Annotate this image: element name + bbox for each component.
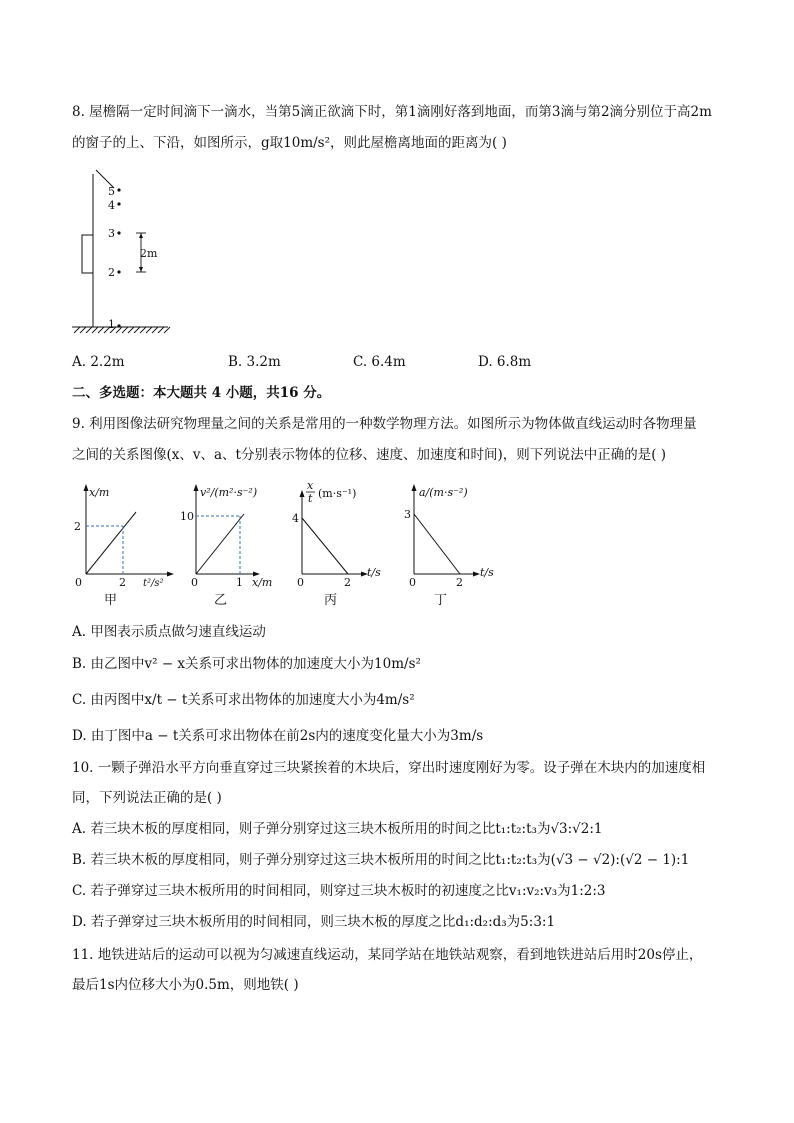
q8-stem-line1: 8. 屋檐隔一定时间滴下一滴水，当第5滴正欲滴下时，第1滴刚好落到地面，而第3滴与第2滴分别位于高2m [72,104,712,120]
y-tick: 10 [180,510,194,523]
drop-4 [117,202,120,205]
q8-options [72,352,712,372]
ylabel: a/(m·s⁻²) [419,486,468,499]
x-tick: 2 [344,576,351,589]
drop-label-5: 5 [108,185,115,198]
drop-label-4: 4 [108,199,115,212]
origin: 0 [409,576,416,589]
q10-option-a[interactable]: A. 若三块木板的厚度相同，则子弹分别穿过这三块木板所用的时间之比t₁:t₂:t₃为√3:√2:1 [72,821,603,837]
q10-option-c[interactable]: C. 若子弹穿过三块木板所用的时间相同，则穿过三块木板时的初速度之比v₁:v₂:v₃为1:2:3 [72,883,606,899]
drop-1 [117,324,120,327]
x-tick: 2 [456,576,463,589]
q9-stem-line2: 之间的关系图像(x、v、a、t分别表示物体的位移、速度、加速度和时间)，则下列说法中正确的是( ) [72,447,667,463]
caption: 丁 [434,593,448,608]
ylabel: v²/(m²·s⁻²) [200,486,258,499]
q11-stem-line2: 最后1s内位移大小为0.5m，则地铁( ) [72,977,299,993]
q8-option-b[interactable]: B. 3.2m [228,354,281,370]
drop-5 [117,188,120,191]
ylabel-top: x [307,479,314,492]
caption: 甲 [104,593,118,608]
data-line [196,514,244,574]
y-tick: 4 [292,512,299,525]
origin: 0 [191,576,198,589]
origin: 0 [297,576,304,589]
ylabel: x/m [89,486,110,499]
q8-stem-line2: 的窗子的上、下沿，如图所示，g取10m/s²，则此屋檐离地面的距离为( ) [72,135,507,151]
xlabel: t²/s² [143,578,164,589]
q9-option-b[interactable]: B. 由乙图中v² − x关系可求出物体的加速度大小为10m/s² [72,656,421,672]
drop-label-1: 1 [108,318,115,331]
caption: 乙 [214,593,228,608]
xlabel: t/s [367,566,381,579]
window-rect [82,235,93,273]
q9-option-a[interactable]: A. 甲图表示质点做匀速直线运动 [72,624,266,640]
section2-title: 二、多选题：本大题共 4 小题，共16 分。 [72,385,331,401]
x-tick: 2 [119,576,126,589]
q10-option-d[interactable]: D. 若子弹穿过三块木板所用的时间相同，则三块木板的厚度之比d₁:d₂:d₃为5:3:1 [72,914,556,930]
drop-label-2: 2 [108,266,115,279]
origin: 0 [75,576,82,589]
xlabel: t/s [480,566,494,579]
drop-2 [117,270,120,273]
chart-ding [400,482,510,612]
q10-stem-line1: 10. 一颗子弹沿水平方向垂直穿过三块紧挨着的木块后，穿出时速度刚好为零。设子弹在木块内的加速度相 [72,760,706,776]
ylabel-unit: (m·s⁻¹) [318,487,357,500]
caption: 丙 [324,593,338,608]
q11-stem-line1: 11. 地铁进站后的运动可以视为匀减速直线运动，某同学站在地铁站观察，看到地铁进站后用时20s停止， [72,947,703,963]
chart-bing [288,478,398,612]
ylabel-bottom: t [308,492,313,505]
drop-3 [117,231,120,234]
y-tick: 2 [74,520,81,533]
y-tick: 3 [404,508,411,521]
x-tick: 1 [236,576,243,589]
ground-hatch [74,327,170,333]
q8-option-c[interactable]: C. 6.4m [353,354,406,370]
drop-label-3: 3 [108,227,115,240]
q9-stem-line1: 9. 利用图像法研究物理量之间的关系是常用的一种数学物理方法。如图所示为物体做直线运动时各物理量 [72,416,697,432]
data-line [302,518,348,574]
q9-option-d[interactable]: D. 由丁图中a − t关系可求出物体在前2s内的速度变化量大小为3m/s [72,728,484,744]
q9-option-c[interactable]: C. 由丙图中x/t − t关系可求出物体的加速度大小为4m/s² [72,692,415,708]
q8-figure [68,166,178,338]
xlabel: x/m [252,576,273,589]
q8-option-d[interactable]: D. 6.8m [478,354,532,370]
chart-yi [182,482,292,612]
gap-label: 2m [140,247,158,260]
data-line [414,514,460,574]
q10-stem-line2: 同，下列说法正确的是( ) [72,790,222,806]
data-line [86,512,136,574]
q10-option-b[interactable]: B. 若三块木板的厚度相同，则子弹分别穿过这三块木板所用的时间之比t₁:t₂:t₃为(√3 − √2):(√2 − 1):1 [72,852,690,868]
q8-option-a[interactable]: A. 2.2m [72,354,125,370]
chart-jia [70,482,180,612]
